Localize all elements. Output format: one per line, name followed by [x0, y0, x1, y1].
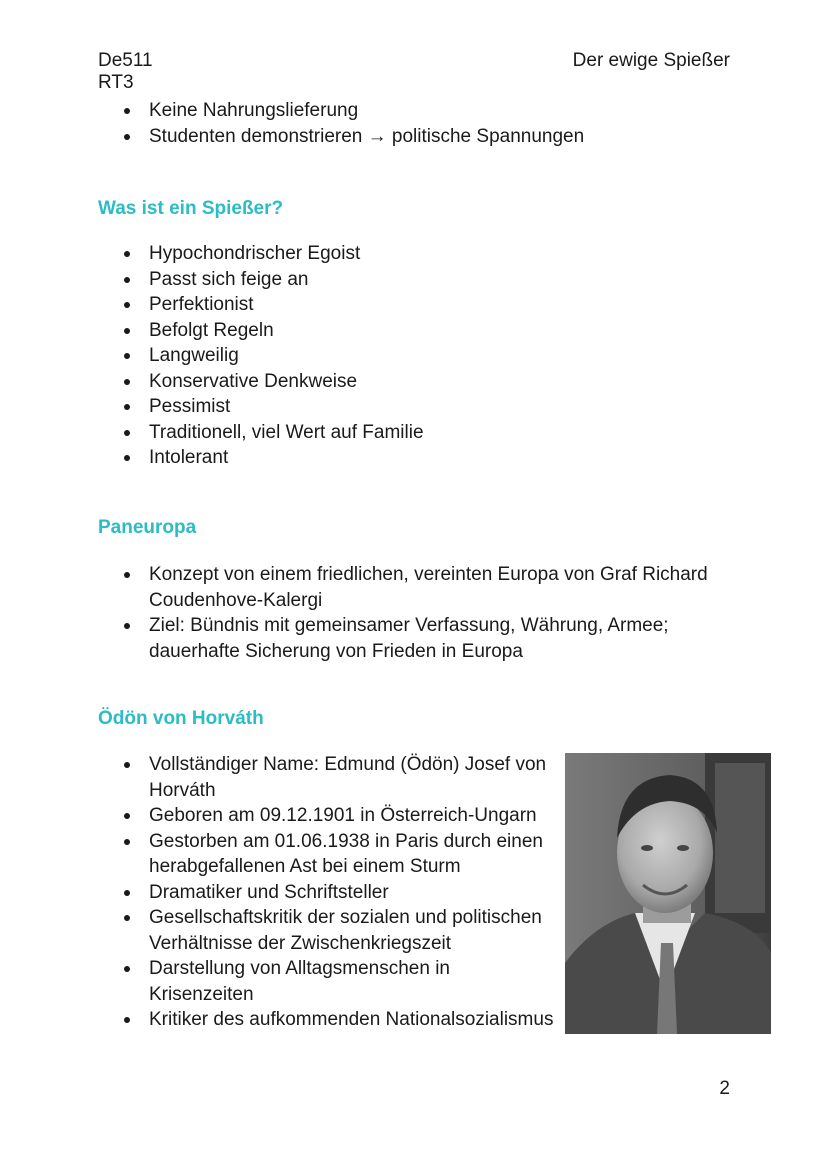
list-item: Perfektionist [118, 292, 638, 318]
class-code: RT3 [98, 72, 134, 93]
paneuropa-list [118, 562, 738, 664]
horvath-list [118, 752, 558, 1033]
list-item: Passt sich feige an [118, 267, 638, 293]
section-heading-horvath: Ödön von Horváth [98, 708, 264, 729]
list-item: Hypochondrischer Egoist [118, 241, 638, 267]
list-item: Keine Nahrungslieferung [118, 98, 638, 124]
list-item: Langweilig [118, 343, 638, 369]
list-item: Konzept von einem friedlichen, vereinten Europa von Graf Richard Coudenhove-Kalergi [118, 562, 738, 613]
section-heading-spiesser: Was ist ein Spießer? [98, 198, 284, 219]
list-item: Intolerant [118, 445, 638, 471]
page-number: 2 [719, 1078, 730, 1099]
list-item: Vollständiger Name: Edmund (Ödön) Josef von Horváth [118, 752, 558, 803]
list-item: Traditionell, viel Wert auf Familie [118, 420, 638, 446]
intro-list [118, 98, 638, 149]
page-header-left [98, 50, 153, 94]
list-item: Gestorben am 01.06.1938 in Paris durch einen herabgefallenen Ast bei einem Sturm [118, 829, 558, 880]
list-item: Befolgt Regeln [118, 318, 638, 344]
list-item: Gesellschaftskritik der sozialen und politischen Verhältnisse der Zwischenkriegszeit [118, 905, 558, 956]
document-title: Der ewige Spießer [572, 50, 730, 71]
spiesser-list [118, 241, 638, 471]
list-item: Kritiker des aufkommenden Nationalsozialismus [118, 1007, 558, 1033]
list-item: Pessimist [118, 394, 638, 420]
list-item: Geboren am 09.12.1901 in Österreich-Ungarn [118, 803, 558, 829]
list-item: Dramatiker und Schriftsteller [118, 880, 558, 906]
author-portrait-photo [565, 753, 771, 1034]
list-item: Darstellung von Alltagsmenschen in Krisenzeiten [118, 956, 558, 1007]
course-code: De511 [98, 50, 153, 71]
list-item: Studenten demonstrieren → politische Spannungen [118, 124, 638, 150]
list-item: Konservative Denkweise [118, 369, 638, 395]
section-heading-paneuropa: Paneuropa [98, 517, 197, 538]
list-item: Ziel: Bündnis mit gemeinsamer Verfassung, Währung, Armee; dauerhafte Sicherung von Frieden in Europa [118, 613, 738, 664]
